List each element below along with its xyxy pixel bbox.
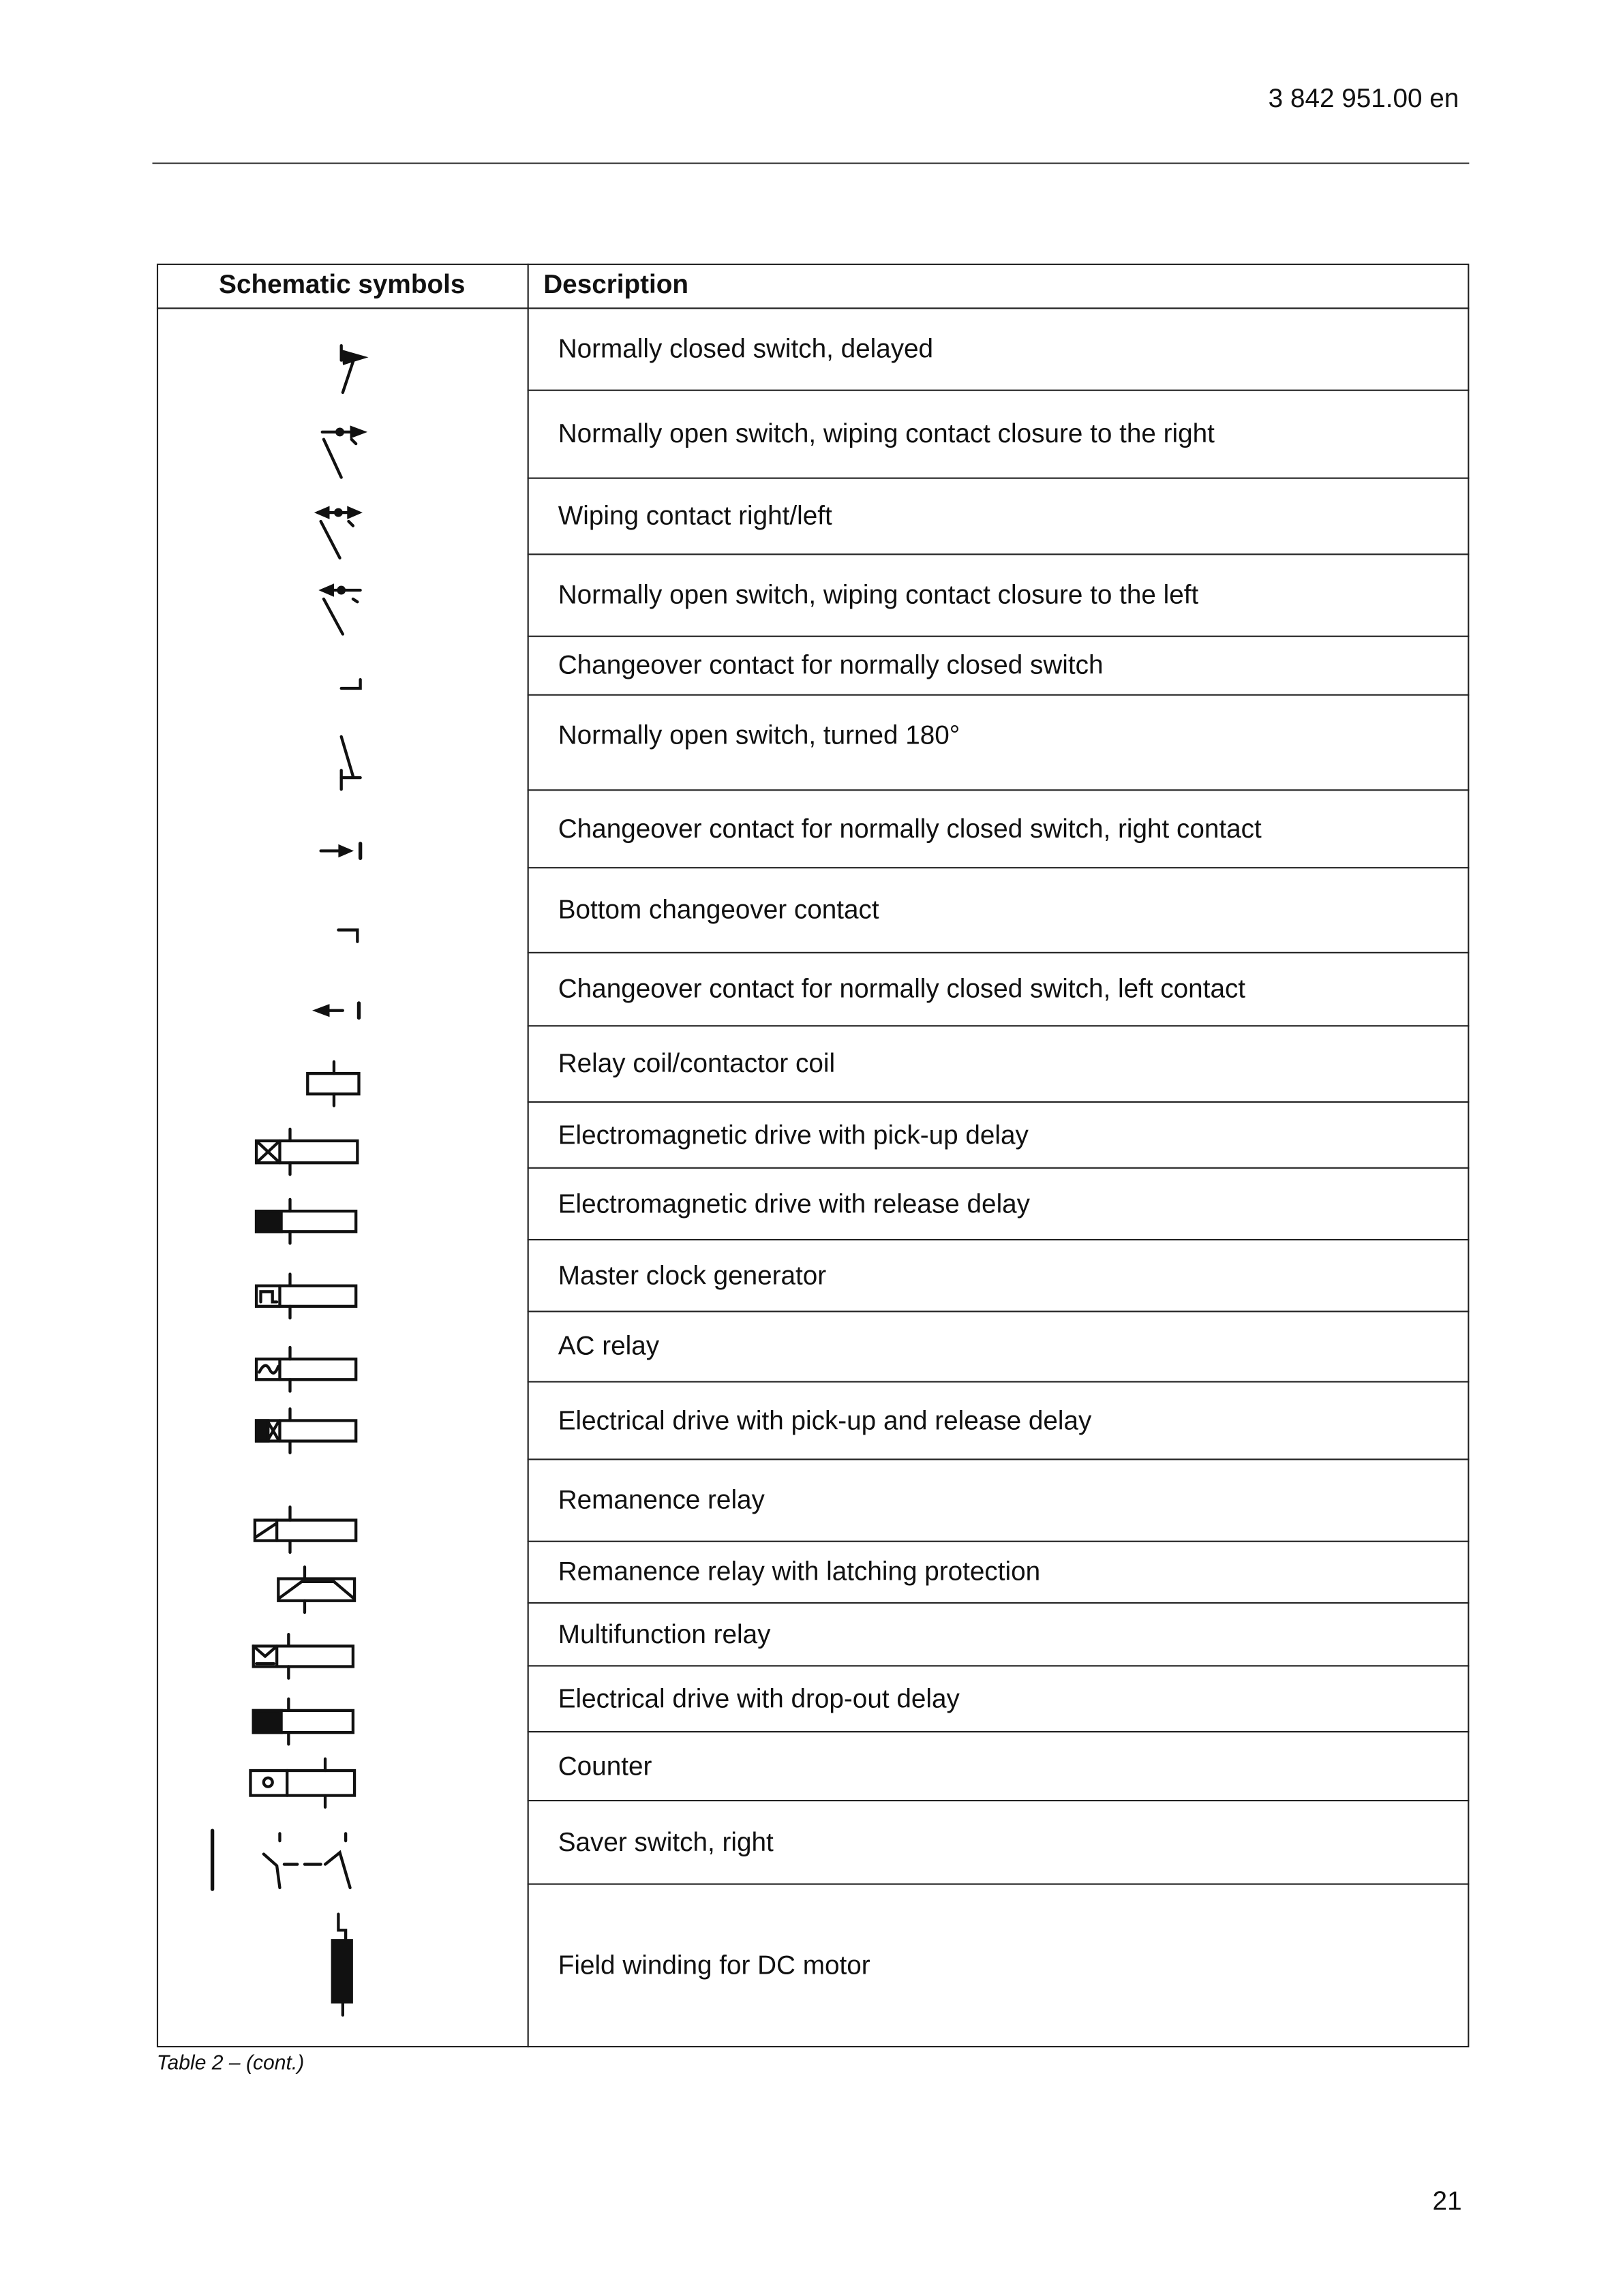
row-description: Master clock generator xyxy=(558,1260,827,1290)
row-description: Changeover contact for normally closed switch, right contact xyxy=(558,813,1262,843)
drive-pickup-release-delay-icon xyxy=(256,1409,356,1452)
row-description: Electromagnetic drive with release delay xyxy=(558,1188,1031,1218)
remanence-relay-latching-icon xyxy=(278,1567,354,1612)
row-description: Multifunction relay xyxy=(558,1619,771,1649)
changeover-nc-right-icon xyxy=(321,844,361,858)
row-description: Normally open switch, wiping contact closure to the right xyxy=(558,418,1215,448)
page-number: 21 xyxy=(1432,2186,1462,2216)
row-description: Normally open switch, wiping contact closure to the left xyxy=(558,579,1199,609)
row-description: AC relay xyxy=(558,1331,660,1361)
row-description: Remanence relay xyxy=(558,1484,765,1514)
column-header-description: Description xyxy=(543,269,689,299)
relay-coil-icon xyxy=(307,1062,359,1105)
no-switch-wiping-left-icon xyxy=(322,586,361,634)
row-description: Changeover contact for normally closed switch xyxy=(558,650,1104,680)
row-description: Bottom changeover contact xyxy=(558,894,879,924)
row-description: Normally open switch, turned 180° xyxy=(558,720,960,750)
row-description: Counter xyxy=(558,1751,652,1780)
field-winding-dc-motor-icon xyxy=(333,1914,352,2015)
changeover-nc-icon xyxy=(342,679,361,688)
bottom-changeover-icon xyxy=(338,930,357,942)
ac-relay-icon xyxy=(256,1347,356,1391)
row-description: Electrical drive with drop-out delay xyxy=(558,1683,960,1713)
changeover-nc-left-icon xyxy=(316,1003,359,1017)
multifunction-relay-icon xyxy=(254,1634,353,1678)
drive-dropout-delay-icon xyxy=(254,1699,353,1745)
no-switch-turned-icon xyxy=(342,737,361,789)
column-header-symbols: Schematic symbols xyxy=(219,269,466,299)
row-description: Field winding for DC motor xyxy=(558,1950,870,1980)
drive-release-delay-icon xyxy=(256,1199,356,1243)
row-description: Saver switch, right xyxy=(558,1826,774,1856)
row-description: Electrical drive with pick-up and release delay xyxy=(558,1405,1092,1435)
nc-switch-delayed-icon xyxy=(342,346,363,393)
row-description: Remanence relay with latching protection xyxy=(558,1557,1041,1587)
row-description: Changeover contact for normally closed switch, left contact xyxy=(558,974,1246,1003)
row-description: Relay coil/contactor coil xyxy=(558,1048,836,1078)
wiping-contact-right-left-icon xyxy=(318,508,359,558)
remanence-relay-icon xyxy=(255,1507,356,1552)
drive-pickup-delay-icon xyxy=(256,1129,357,1175)
master-clock-icon xyxy=(256,1274,356,1318)
counter-icon xyxy=(250,1759,354,1807)
no-switch-wiping-right-icon xyxy=(322,427,363,477)
row-description: Electromagnetic drive with pick-up delay xyxy=(558,1119,1029,1149)
document-number: 3 842 951.00 en xyxy=(1268,83,1459,113)
row-description: Wiping contact right/left xyxy=(558,500,832,530)
saver-switch-right-icon xyxy=(213,1831,350,1889)
row-description: Normally closed switch, delayed xyxy=(558,333,934,363)
table-caption: Table 2 – (cont.) xyxy=(156,2050,305,2074)
